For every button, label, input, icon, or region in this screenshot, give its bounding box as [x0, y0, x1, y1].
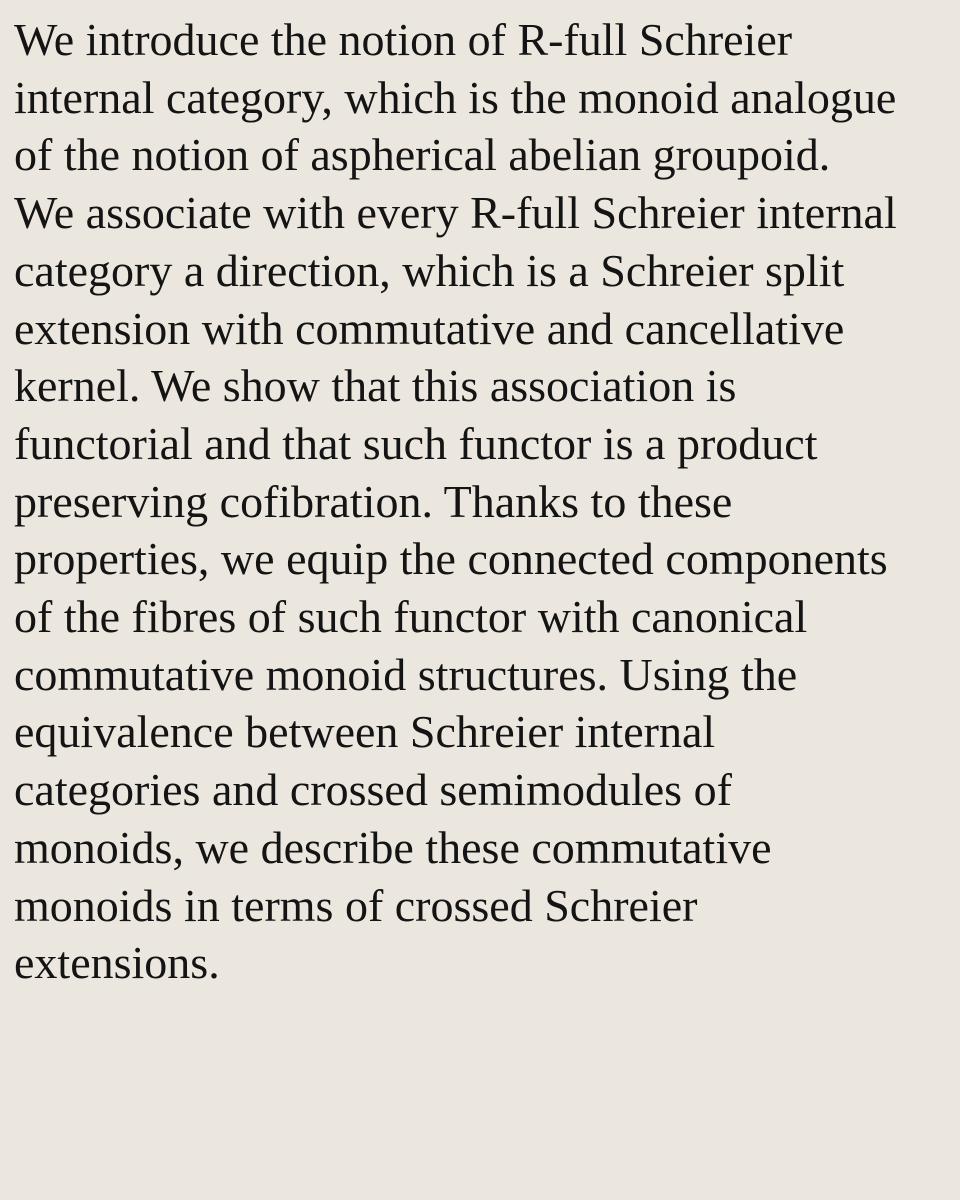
abstract-line: extension with commutative and cancellative	[14, 302, 845, 354]
abstract-line: functorial and that such functor is a product	[14, 417, 818, 469]
abstract-line: We introduce the notion of R-full Schreier	[14, 14, 793, 65]
abstract-line: of the notion of aspherical abelian groupoid.	[14, 129, 831, 181]
abstract-line: monoids in terms of crossed Schreier	[14, 879, 698, 931]
abstract-line: extensions.	[14, 937, 220, 989]
abstract-line: properties, we equip the connected components	[14, 533, 888, 585]
abstract-line: equivalence between Schreier internal	[14, 706, 716, 758]
abstract-line: categories and crossed semimodules of	[14, 764, 732, 816]
abstract-line: kernel. We show that this association is	[14, 360, 737, 412]
abstract-line: preserving cofibration. Thanks to these	[14, 475, 733, 527]
abstract-line: internal category, which is the monoid analogue	[14, 71, 897, 123]
abstract-line: category a direction, which is a Schreier split	[14, 244, 845, 296]
abstract-line: We associate with every R-full Schreier internal	[14, 187, 897, 239]
abstract-line: commutative monoid structures. Using the	[14, 648, 798, 700]
abstract-text	[14, 11, 954, 992]
abstract-line: monoids, we describe these commutative	[14, 821, 772, 873]
abstract-line: of the fibres of such functor with canonical	[14, 591, 808, 643]
